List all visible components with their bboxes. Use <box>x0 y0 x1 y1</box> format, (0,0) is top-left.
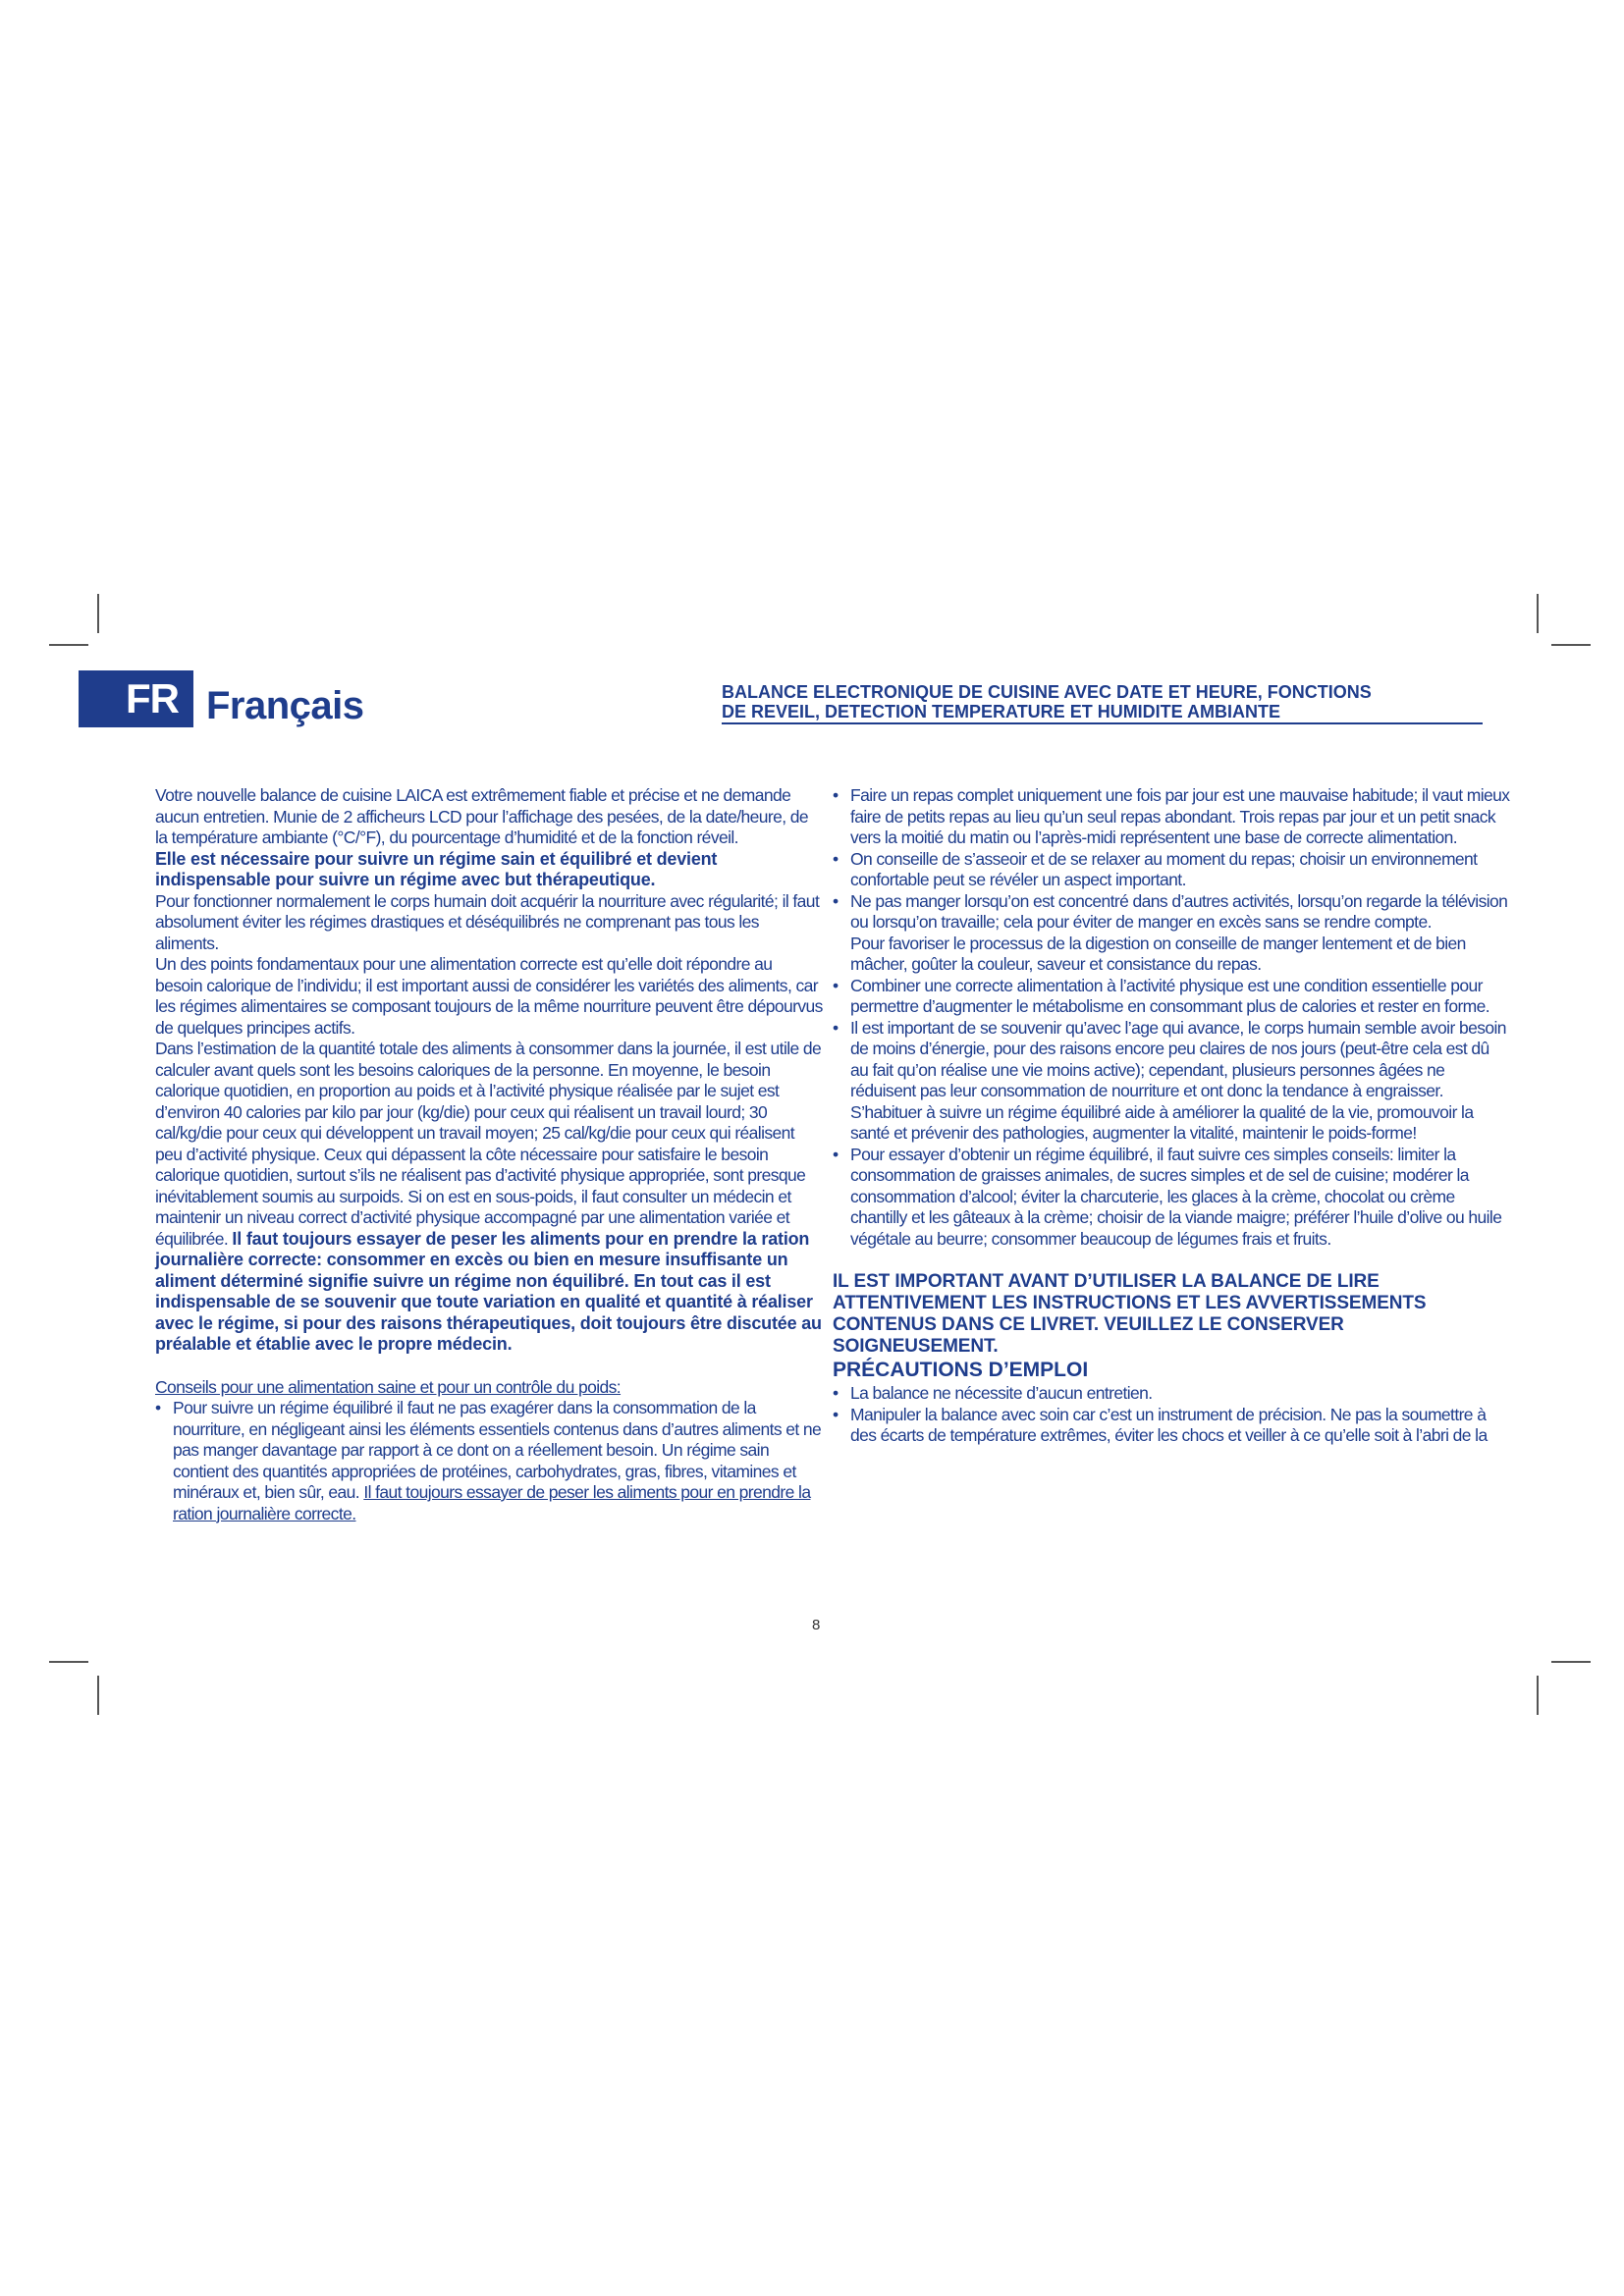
tip-item: • Pour essayer d’obtenir un régime équilibré, il faut suivre ces simples conseils: limiter la consommation de graisses animales, de sucres simples et de sel de cuisine; modérer la consommation d’alcool; éviter la charcuterie, les glaces à la crème, chocolat ou crème chantilly et les gâteaux à la crème; choisir de la viande maigre; préférer l’huile d’olive ou huile végétale au beurre; consommer beaucoup de légumes frais et fruits. <box>833 1145 1510 1251</box>
tip-underlined: Il faut toujours essayer de peser les aliments pour en prendre la ration journalière correcte. <box>173 1482 811 1523</box>
precautions-heading: PRÉCAUTIONS D’EMPLOI <box>833 1359 1089 1381</box>
crop-mark <box>1537 1676 1539 1715</box>
crop-mark <box>1551 1661 1591 1663</box>
intro-paragraph: Votre nouvelle balance de cuisine LAICA est extrêmement fiable et précise et ne demande aucun entretien. Munie de 2 afficheurs LCD pour l’affichage des pesées, de la date/heure, de la température ambiante (°C/°F), du pourcentage d’humidité et de la fonction réveil. <box>155 785 809 847</box>
crop-mark <box>49 644 88 646</box>
document-title-line1: BALANCE ELECTRONIQUE DE CUISINE AVEC DATE ET HEURE, FONCTIONS <box>722 682 1372 702</box>
crop-mark <box>1537 594 1539 633</box>
page-header <box>79 670 1483 739</box>
tip-item: • Combiner une correcte alimentation à l’activité physique est une condition essentielle pour permettre d’augmenter le métabolisme en consommant plus de calories et rester en forme. <box>833 976 1510 1018</box>
document-title <box>722 682 1372 721</box>
paragraph-regularity: Pour fonctionner normalement le corps humain doit acquérir la nourriture avec régularité; il faut absolument éviter les régimes drastiques et déséquilibrés ne comprenant pas tous les aliments. <box>155 890 820 953</box>
left-column <box>155 785 823 1524</box>
estimation-text: Dans l’estimation de la quantité totale des aliments à consommer dans la journée, il est utile de calculer avant quels sont les besoins caloriques de la personne. En moyenne, le besoin calorique quotidien, en proportion au poids et à l’activité physique réalisée par le sujet est d’environ 40 calories par kilo par jour (kg/die) pour ceux qui réalisent un travail lourd; 30 cal/kg/die pour ceux qui développent un travail moyen; 25 cal/kg/die pour ceux qui réalisent peu d’activité physique. Ceux qui dépassent la côte nécessaire pour satisfaire le besoin calorique quotidien, surtout s’ils ne réalisent pas d’activité physique appropriée, sont presque inévitablement soumis au surpoids. Si on est en sous-poids, il faut consulter un médecin et maintenir un niveau correct d’activité physique accompagné par une alimentation variée et équilibrée. <box>155 1039 822 1249</box>
tip-item: • Faire un repas complet uniquement une fois par jour est une mauvaise habitude; il vaut mieux faire de petits repas au lieu qu’un seul repas abondant. Trois repas par jour et un petit snack vers la moitié du matin ou l’après-midi représentent une base de correcte alimentation. <box>833 785 1510 849</box>
crop-mark <box>97 1676 99 1715</box>
tip-item <box>155 1398 823 1524</box>
language-title: Français <box>206 684 364 727</box>
tip-item: • Il est important de se souvenir qu’avec l’age qui avance, le corps humain semble avoir besoin de moins d’énergie, pour des raisons encore peu claires de nos jours (peut-être cela est dû au fait qu’on réalise une vie moins active); cependant, plusieurs personnes âgées ne réduisent pas leur consommation de nourriture et ont donc la tendance à engraisser. S’habituer à suivre un régime équilibré aide à améliorer la qualité de la vie, promouvoir la santé et prévenir des pathologies, augmenter la vitalité, maintenir le poids-forme! <box>833 1018 1510 1145</box>
language-badge: FR <box>79 670 193 727</box>
tip-item: • On conseille de s’asseoir et de se relaxer au moment du repas; choisir un environnement confortable peut se révéler un aspect important. <box>833 849 1510 891</box>
crop-mark <box>49 1661 88 1663</box>
tip-continuation: Pour favoriser le processus de la digestion on conseille de manger lentement et de bien mâcher, goûter la couleur, saveur et consistance du repas. <box>850 933 1466 974</box>
page-number: 8 <box>812 1617 821 1633</box>
tips-heading: Conseils pour une alimentation saine et pour un contrôle du poids: <box>155 1376 622 1397</box>
precaution-item: • La balance ne nécessite d’aucun entretien. <box>833 1383 1510 1405</box>
header-rule <box>722 722 1483 724</box>
document-title-line2: DE REVEIL, DETECTION TEMPERATURE ET HUMIDITE AMBIANTE <box>722 702 1281 721</box>
right-column <box>833 785 1510 1447</box>
warning-notice: IL EST IMPORTANT AVANT D’UTILISER LA BALANCE DE LIRE ATTENTIVEMENT LES INSTRUCTIONS ET LES AVVERTISSEMENTS CONTENUS DANS CE LIVRET. VEUILLEZ LE CONSERVER SOIGNEUSEMENT. <box>833 1271 1427 1357</box>
paragraph-caloric-need: Un des points fondamentaux pour une alimentation correcte est qu’elle doit répondre au besoin calorique de l’individu; il est important aussi de considérer les variétés des aliments, car les régimes alimentaires se composant toujours de la même nourriture peuvent être dépourvus de quelques principes actifs. <box>155 954 823 1038</box>
paragraph-estimation <box>155 1039 823 1356</box>
estimation-bold: Il faut toujours essayer de peser les aliments pour en prendre la ration journalière correcte: consommer en excès ou bien en mesure insuffisante un aliment déterminé signifie suivre un régime non équilibré. En tout cas il est indispensable de se souvenir que toute variation en qualité et quantité à réaliser avec le régime, si pour des raisons thérapeutiques, doit toujours être discutée au préalable et établie avec le propre médecin. <box>155 1228 822 1354</box>
tip-text: Pour suivre un régime équilibré il faut ne pas exagérer dans la consommation de la nourriture, en négligeant ainsi les éléments essentiels contenus dans d’autres aliments et ne pas manger davantage par rapport à ce dont on a réellement besoin. Un régime sain contient des quantités appropriées de protéines, carbohydrates, gras, fibres, vitamines et minéraux et, bien sûr, eau. <box>173 1398 822 1502</box>
tip-item: • Ne pas manger lorsqu’on est concentré dans d’autres activités, lorsqu’on regarde la télévision ou lorsqu’on travaille; cela pour éviter de manger en excès sans se rendre compte. <box>833 891 1510 934</box>
precaution-item: • Manipuler la balance avec soin car c’est un instrument de précision. Ne pas la soumettre à des écarts de température extrêmes, éviter les chocs et veiller à ce qu’elle soit à l’abri de la <box>833 1405 1510 1447</box>
intro-bold: Elle est nécessaire pour suivre un régime sain et équilibré et devient indispensable pour suivre un régime avec but thérapeutique. <box>155 848 718 889</box>
crop-mark <box>97 594 99 633</box>
crop-mark <box>1551 644 1591 646</box>
